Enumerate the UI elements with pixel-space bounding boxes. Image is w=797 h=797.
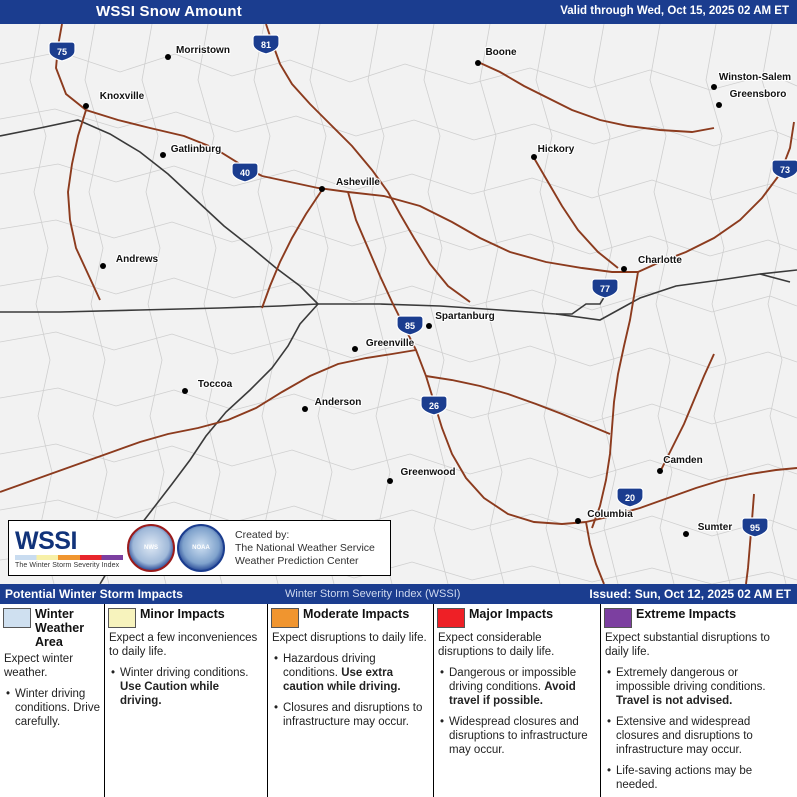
legend-lead-2: Expect disruptions to daily life. — [272, 632, 427, 644]
svg-text:Spartanburg: Spartanburg — [435, 311, 495, 322]
noaa-seal-label: NOAA — [192, 545, 210, 551]
legend-bullets-0 — [4, 687, 100, 729]
svg-text:Greenville: Greenville — [365, 338, 415, 349]
legend-lead-0: Expect winter weather. — [4, 653, 74, 679]
svg-text:40: 40 — [239, 168, 251, 178]
title-bar — [0, 0, 797, 24]
created-by-block — [235, 529, 375, 568]
attribution-panel — [8, 520, 391, 576]
svg-text:20: 20 — [624, 493, 636, 503]
legend-bullet-3-1: • Widespread closures and disruptions to infrastructure may occur. — [449, 715, 596, 757]
wssi-color-bar — [15, 555, 123, 560]
legend-bullets-4 — [605, 666, 793, 792]
wssi-tagline: The Winter Storm Severity Index — [15, 561, 120, 569]
legend-head — [434, 604, 600, 628]
legend-bullet-4-1: • Extensive and widespread closures and disruptions to infrastructure may occur. — [616, 715, 793, 757]
legend-body — [601, 628, 797, 792]
legend-swatch-extreme-impacts — [604, 608, 632, 628]
svg-text:Greenwood: Greenwood — [400, 467, 456, 478]
legend-swatch-winter-weather-area — [3, 608, 31, 628]
wssi-wordmark: WSSI — [15, 526, 77, 555]
legend-lead-4: Expect substantial disruptions to daily life. — [605, 632, 770, 658]
legend-head — [0, 604, 104, 649]
legend-bullet-4-0: • Extremely dangerous or impossible driving conditions. Travel is not advised. — [616, 666, 793, 708]
wssi-logo — [9, 528, 125, 569]
nws-seal-label: NWS — [144, 545, 158, 551]
legend-title-moderate-impacts: Moderate Impacts — [303, 607, 410, 621]
legend-title-major-impacts: Major Impacts — [469, 607, 554, 621]
legend-bullet-2-1: • Closures and disruptions to infrastructure may occur. — [283, 701, 429, 729]
legend-bullet-0-0: • Winter driving conditions. Drive carefully. — [15, 687, 100, 729]
svg-text:73: 73 — [779, 165, 791, 175]
legend-bullet-1-0: • Winter driving conditions. Use Caution while driving. — [120, 666, 263, 708]
legend-bullets-2 — [272, 652, 429, 729]
issued-text: Issued: Sun, Oct 12, 2025 02 AM ET — [589, 587, 791, 601]
legend-swatch-moderate-impacts — [271, 608, 299, 628]
map-svg — [0, 24, 797, 584]
legend-swatch-minor-impacts — [108, 608, 136, 628]
legend-body — [434, 628, 600, 757]
svg-text:77: 77 — [599, 284, 611, 294]
svg-text:Gatlinburg: Gatlinburg — [170, 144, 222, 155]
svg-text:Boone: Boone — [485, 47, 517, 58]
impacts-header-title: Potential Winter Storm Impacts — [5, 587, 183, 601]
svg-text:Greensboro: Greensboro — [729, 89, 787, 100]
svg-text:75: 75 — [56, 47, 68, 57]
map-canvas[interactable] — [0, 24, 797, 584]
legend-swatch-major-impacts — [437, 608, 465, 628]
svg-text:Hickory: Hickory — [537, 144, 575, 155]
valid-through-text: Valid through Wed, Oct 15, 2025 02 AM ET — [560, 5, 789, 17]
svg-text:Sumter: Sumter — [697, 522, 733, 533]
nws-seal-icon — [127, 524, 175, 572]
svg-text:Camden: Camden — [663, 455, 703, 466]
svg-text:Asheville: Asheville — [336, 177, 380, 188]
legend-title-extreme-impacts: Extreme Impacts — [636, 607, 737, 621]
legend-head — [105, 604, 267, 628]
legend-column-minor-impacts — [105, 604, 268, 797]
legend-column-extreme-impacts — [601, 604, 797, 797]
svg-text:Anderson: Anderson — [314, 397, 362, 408]
legend-body — [268, 628, 433, 729]
legend-body — [0, 649, 104, 729]
legend-bullets-1 — [109, 666, 263, 708]
legend-column-winter-weather-area — [0, 604, 105, 797]
legend-bullet-2-0: • Hazardous driving conditions. Use extra caution while driving. — [283, 652, 429, 694]
legend-column-moderate-impacts — [268, 604, 434, 797]
svg-text:Morristown: Morristown — [176, 45, 230, 56]
legend-bullet-4-2: • Life-saving actions may be needed. — [616, 764, 793, 792]
legend-title-winter-weather-area: Winter Weather Area — [35, 607, 85, 649]
legend-bullets-3 — [438, 666, 596, 757]
legend-body — [105, 628, 267, 708]
legend-bullet-3-0: • Dangerous or impossible driving conditions. Avoid travel if possible. — [449, 666, 596, 708]
svg-text:95: 95 — [749, 523, 761, 533]
svg-text:Winston-Salem: Winston-Salem — [718, 72, 792, 83]
legend-head — [601, 604, 797, 628]
created-by-line-2: The National Weather Service — [235, 541, 375, 554]
svg-text:Columbia: Columbia — [587, 509, 633, 520]
impacts-header-bar — [0, 584, 797, 604]
svg-text:85: 85 — [404, 321, 416, 331]
svg-text:Andrews: Andrews — [115, 254, 159, 265]
page-title: WSSI Snow Amount — [96, 3, 242, 20]
legend-lead-3: Expect considerable disruptions to daily life. — [438, 632, 555, 658]
svg-text:Knoxville: Knoxville — [99, 91, 145, 102]
impacts-legend — [0, 604, 797, 797]
svg-text:81: 81 — [260, 40, 272, 50]
svg-text:Toccoa: Toccoa — [197, 379, 233, 390]
svg-text:Charlotte: Charlotte — [638, 255, 682, 266]
impacts-header-subtitle: Winter Storm Severity Index (WSSI) — [285, 588, 461, 600]
svg-text:26: 26 — [428, 401, 440, 411]
legend-title-minor-impacts: Minor Impacts — [140, 607, 225, 621]
created-by-line-3: Weather Prediction Center — [235, 554, 359, 567]
legend-lead-1: Expect a few inconveniences to daily life. — [109, 632, 258, 658]
created-by-line-1: Created by: — [235, 528, 290, 541]
legend-head — [268, 604, 433, 628]
legend-column-major-impacts — [434, 604, 601, 797]
noaa-seal-icon — [177, 524, 225, 572]
